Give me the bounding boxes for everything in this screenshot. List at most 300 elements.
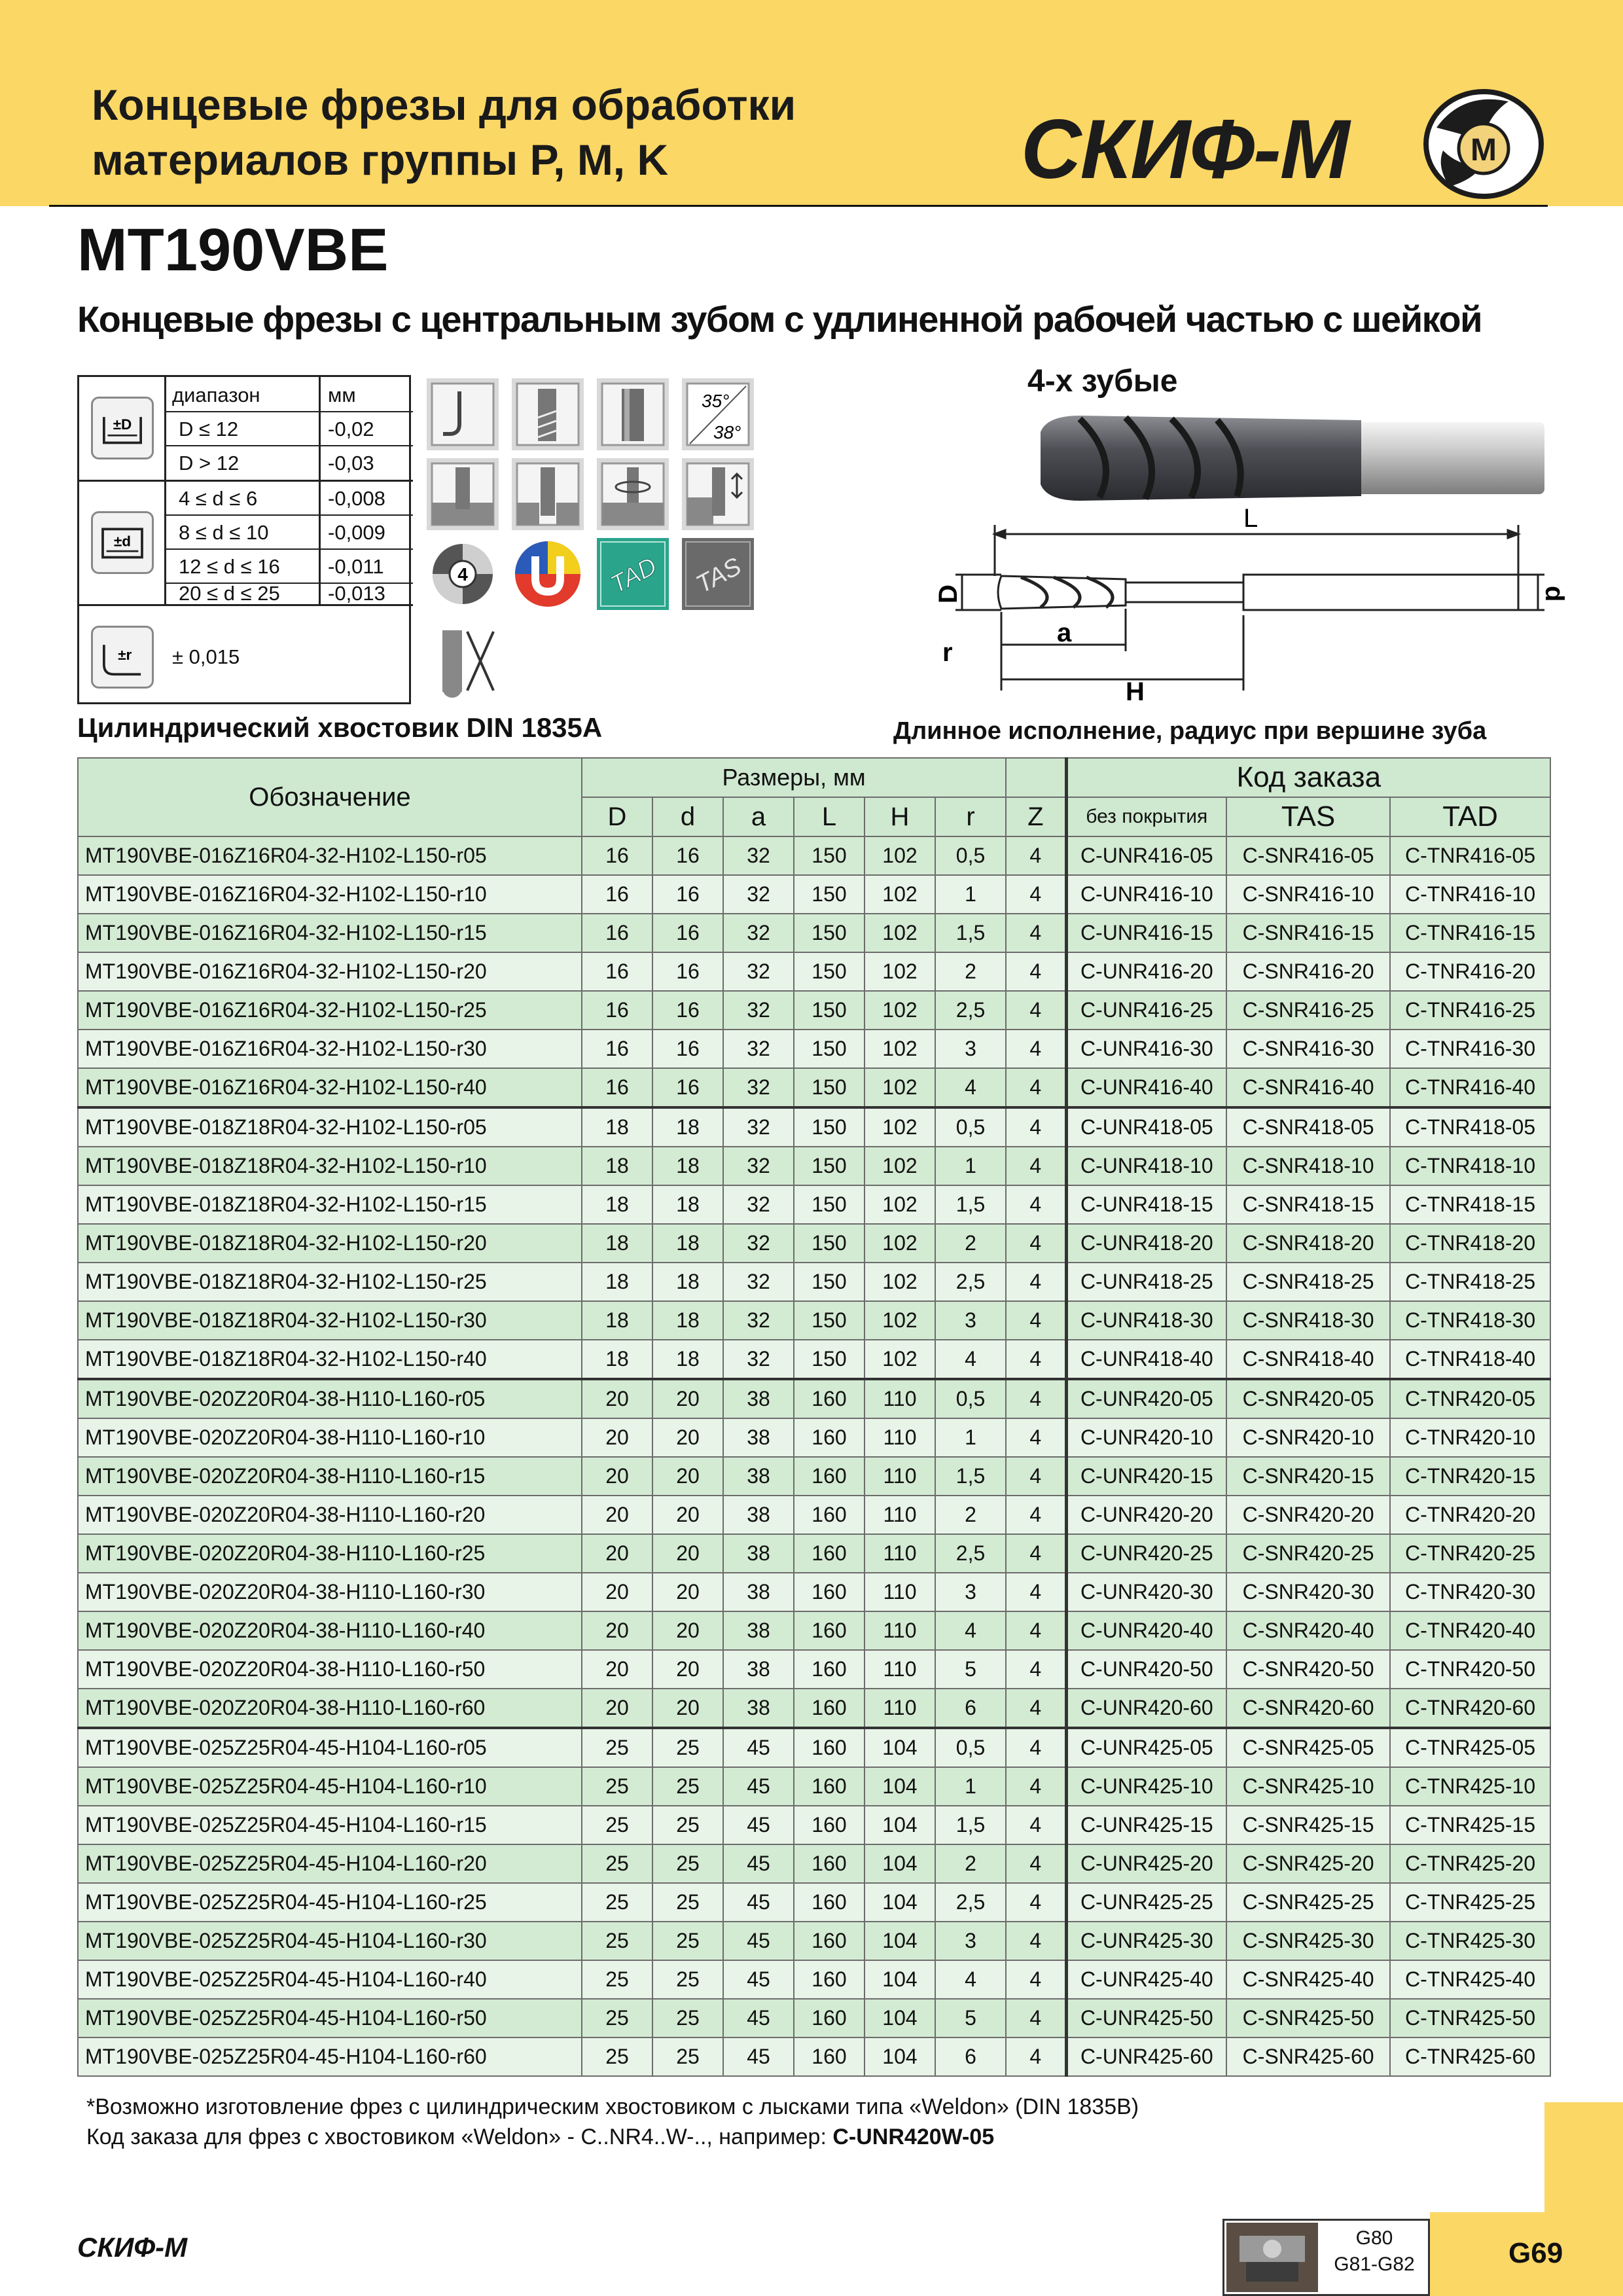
cell-dimension: 0,5	[935, 1379, 1006, 1418]
cell-designation: MT190VBE-025Z25R04-45-H104-L160-r40	[78, 1960, 582, 1999]
cell-order-code: C-SNR420-05	[1226, 1379, 1390, 1418]
table-row	[78, 1263, 1550, 1301]
title-line-2: материалов группы P, M, K	[92, 135, 669, 184]
cell-designation: MT190VBE-016Z16R04-32-H102-L150-r10	[78, 875, 582, 914]
cell-dimension: 4	[1006, 1922, 1066, 1960]
cell-order-code: C-SNR418-30	[1226, 1301, 1390, 1340]
cell-dimension: 45	[723, 1999, 794, 2037]
cell-dimension: 6	[935, 1689, 1006, 1728]
cross-reference-pages[interactable]	[1322, 2225, 1427, 2278]
cell-dimension: 4	[1006, 1689, 1066, 1728]
cell-order-code: C-TNR420-25	[1390, 1534, 1550, 1573]
cell-designation: MT190VBE-020Z20R04-38-H110-L160-r10	[78, 1418, 582, 1457]
cell-order-code: C-TNR425-50	[1390, 1999, 1550, 2037]
cell-dimension: 16	[652, 1030, 723, 1068]
cell-dimension: 160	[794, 1922, 865, 1960]
cell-dimension: 1,5	[935, 1185, 1006, 1224]
cell-designation: MT190VBE-025Z25R04-45-H104-L160-r20	[78, 1844, 582, 1883]
cell-dimension: 110	[865, 1418, 935, 1457]
col-tas: TAS	[1226, 797, 1390, 836]
cell-designation: MT190VBE-018Z18R04-32-H102-L150-r10	[78, 1147, 582, 1185]
cell-dimension: 2,5	[935, 1263, 1006, 1301]
brand-badge-letter: M	[1471, 133, 1497, 168]
cell-dimension: 150	[794, 1301, 865, 1340]
table-row	[78, 1806, 1550, 1844]
cell-designation: MT190VBE-016Z16R04-32-H102-L150-r15	[78, 914, 582, 952]
dim-L: L	[1243, 504, 1258, 533]
cell-dimension: 18	[652, 1147, 723, 1185]
cell-dimension: 16	[582, 875, 652, 914]
table-row	[78, 1922, 1550, 1960]
product-table	[77, 757, 1550, 2077]
cell-order-code: C-SNR425-40	[1226, 1960, 1390, 1999]
cell-dimension: 4	[1006, 1883, 1066, 1922]
cell-dimension: 4	[1006, 1960, 1066, 1999]
cell-dimension: 102	[865, 1068, 935, 1107]
cell-dimension: 25	[582, 1767, 652, 1806]
cell-order-code: C-SNR425-05	[1226, 1728, 1390, 1767]
cell-dimension: 25	[582, 2037, 652, 2076]
cell-order-code: C-UNR418-30	[1066, 1301, 1226, 1340]
cell-order-code: C-SNR418-20	[1226, 1224, 1390, 1263]
cell-dimension: 102	[865, 1030, 935, 1068]
cell-dimension: 32	[723, 1301, 794, 1340]
cell-order-code: C-SNR425-15	[1226, 1806, 1390, 1844]
tol-d-range-1: 4 ≤ d ≤ 6	[179, 487, 258, 510]
cell-dimension: 4	[1006, 1806, 1066, 1844]
cell-dimension: 150	[794, 991, 865, 1030]
cell-order-code: C-UNR425-15	[1066, 1806, 1226, 1844]
tol-d-range-4: 20 ≤ d ≤ 25	[179, 582, 280, 605]
cell-order-code: C-TNR420-60	[1390, 1689, 1550, 1728]
table-row	[78, 1340, 1550, 1379]
cell-designation: MT190VBE-025Z25R04-45-H104-L160-r15	[78, 1806, 582, 1844]
cell-designation: MT190VBE-025Z25R04-45-H104-L160-r05	[78, 1728, 582, 1767]
cell-dimension: 2	[935, 1844, 1006, 1883]
tol-D-value-1: -0,02	[328, 418, 374, 440]
cell-order-code: C-TNR418-20	[1390, 1224, 1550, 1263]
cell-dimension: 16	[652, 1068, 723, 1107]
cell-dimension: 32	[723, 1147, 794, 1185]
cell-dimension: 160	[794, 1689, 865, 1728]
cell-dimension: 25	[652, 1767, 723, 1806]
cell-dimension: 38	[723, 1379, 794, 1418]
cell-order-code: C-SNR420-60	[1226, 1689, 1390, 1728]
coating-tad-label: TAD	[606, 552, 662, 600]
shank-cylinder-icon	[597, 378, 669, 450]
cell-dimension: 4	[1006, 1534, 1066, 1573]
cell-dimension: 25	[582, 1806, 652, 1844]
footnote-example: C-UNR420W-05	[832, 2125, 995, 2149]
cell-order-code: C-TNR425-05	[1390, 1728, 1550, 1767]
cell-dimension: 110	[865, 1379, 935, 1418]
page-number: G69	[1508, 2237, 1563, 2269]
cell-dimension: 102	[865, 952, 935, 991]
cell-dimension: 102	[865, 1263, 935, 1301]
cell-dimension: 32	[723, 1107, 794, 1147]
cell-designation: MT190VBE-025Z25R04-45-H104-L160-r50	[78, 1999, 582, 2037]
table-row	[78, 952, 1550, 991]
cell-dimension: 102	[865, 1107, 935, 1147]
cell-dimension: 104	[865, 1728, 935, 1767]
cell-order-code: C-UNR418-25	[1066, 1263, 1226, 1301]
brand-logo-text: СКИФ-М	[1021, 103, 1349, 196]
col-order-code: Код заказа	[1066, 758, 1550, 797]
cell-dimension: 20	[582, 1457, 652, 1496]
dim-D: D	[934, 584, 963, 603]
cell-order-code: C-TNR416-05	[1390, 836, 1550, 875]
cell-dimension: 45	[723, 1960, 794, 1999]
cell-dimension: 38	[723, 1534, 794, 1573]
cell-order-code: C-UNR416-40	[1066, 1068, 1226, 1107]
cell-order-code: C-TNR416-15	[1390, 914, 1550, 952]
cell-dimension: 16	[652, 952, 723, 991]
cell-dimension: 2	[935, 1224, 1006, 1263]
cell-dimension: 20	[582, 1650, 652, 1689]
cell-dimension: 20	[582, 1573, 652, 1611]
cell-designation: MT190VBE-016Z16R04-32-H102-L150-r40	[78, 1068, 582, 1107]
cell-dimension: 38	[723, 1611, 794, 1650]
cell-order-code: C-SNR416-30	[1226, 1030, 1390, 1068]
cell-order-code: C-SNR416-20	[1226, 952, 1390, 991]
cell-dimension: 20	[582, 1689, 652, 1728]
cell-dimension: 45	[723, 1844, 794, 1883]
cell-dimension: 4	[1006, 1844, 1066, 1883]
col-H: H	[865, 797, 935, 836]
teeth-count-label: 4-х зубые	[1027, 364, 1178, 399]
table-row	[78, 875, 1550, 914]
cell-designation: MT190VBE-025Z25R04-45-H104-L160-r60	[78, 2037, 582, 2076]
D-tolerance-icon	[91, 397, 154, 459]
cell-order-code: C-UNR420-30	[1066, 1573, 1226, 1611]
cell-dimension: 3	[935, 1573, 1006, 1611]
cell-dimension: 0,5	[935, 1728, 1006, 1767]
cell-dimension: 4	[1006, 1728, 1066, 1767]
cell-dimension: 20	[582, 1534, 652, 1573]
cell-dimension: 20	[652, 1611, 723, 1650]
tol-col-range: диапазон	[172, 384, 260, 406]
cell-order-code: C-TNR416-25	[1390, 991, 1550, 1030]
table-row	[78, 1030, 1550, 1068]
table-row	[78, 1767, 1550, 1806]
title-line-1: Концевые фрезы для обработки	[92, 81, 796, 129]
table-row	[78, 1960, 1550, 1999]
cell-dimension: 102	[865, 836, 935, 875]
table-row	[78, 1534, 1550, 1573]
cell-dimension: 20	[582, 1379, 652, 1418]
coating-tas-label: TAS	[692, 552, 746, 599]
cell-dimension: 150	[794, 1185, 865, 1224]
cell-dimension: 20	[652, 1534, 723, 1573]
cell-dimension: 25	[582, 1960, 652, 1999]
cell-dimension: 4	[1006, 1418, 1066, 1457]
cell-order-code: C-UNR418-10	[1066, 1147, 1226, 1185]
cell-designation: MT190VBE-018Z18R04-32-H102-L150-r05	[78, 1107, 582, 1147]
cell-dimension: 4	[1006, 914, 1066, 952]
cell-dimension: 5	[935, 1650, 1006, 1689]
page-title	[92, 77, 1008, 187]
cell-dimension: 160	[794, 2037, 865, 2076]
helix-angle-2: 38°	[713, 422, 741, 442]
cell-dimension: 25	[582, 1844, 652, 1883]
svg-text:±r: ±r	[118, 646, 132, 663]
cell-order-code: C-SNR416-25	[1226, 991, 1390, 1030]
cell-designation: MT190VBE-025Z25R04-45-H104-L160-r10	[78, 1767, 582, 1806]
table-row	[78, 1999, 1550, 2037]
end-mill-photo	[1021, 406, 1544, 504]
cell-dimension: 160	[794, 1883, 865, 1922]
cell-dimension: 4	[1006, 1340, 1066, 1379]
cell-designation: MT190VBE-020Z20R04-38-H110-L160-r05	[78, 1379, 582, 1418]
col-d: d	[652, 797, 723, 836]
cell-order-code: C-UNR425-40	[1066, 1960, 1226, 1999]
table-row	[78, 1224, 1550, 1263]
cell-order-code: C-UNR420-40	[1066, 1611, 1226, 1650]
shank-profile-icon	[427, 378, 499, 450]
cell-dimension: 18	[582, 1301, 652, 1340]
cell-dimension: 4	[1006, 1496, 1066, 1534]
cell-dimension: 104	[865, 1883, 935, 1922]
cell-order-code: C-UNR416-05	[1066, 836, 1226, 875]
cell-designation: MT190VBE-020Z20R04-38-H110-L160-r50	[78, 1650, 582, 1689]
cell-dimension: 160	[794, 1960, 865, 1999]
cell-dimension: 18	[582, 1147, 652, 1185]
cell-dimension: 25	[652, 1922, 723, 1960]
tol-d-value-2: -0,009	[328, 521, 385, 544]
cell-dimension: 4	[1006, 1650, 1066, 1689]
cell-dimension: 102	[865, 1147, 935, 1185]
flute-count: 4	[457, 564, 468, 584]
cell-order-code: C-TNR418-15	[1390, 1185, 1550, 1224]
cell-order-code: C-TNR418-30	[1390, 1301, 1550, 1340]
cell-dimension: 102	[865, 991, 935, 1030]
cell-order-code: C-SNR418-10	[1226, 1147, 1390, 1185]
tol-d-value-3: -0,011	[328, 555, 384, 578]
cell-order-code: C-SNR418-05	[1226, 1107, 1390, 1147]
cell-order-code: C-SNR420-50	[1226, 1650, 1390, 1689]
cell-order-code: C-TNR425-10	[1390, 1767, 1550, 1806]
cell-dimension: 38	[723, 1418, 794, 1457]
cell-dimension: 160	[794, 1379, 865, 1418]
cell-order-code: C-UNR425-05	[1066, 1728, 1226, 1767]
cell-order-code: C-TNR416-20	[1390, 952, 1550, 991]
cell-dimension: 1	[935, 875, 1006, 914]
cell-designation: MT190VBE-020Z20R04-38-H110-L160-r40	[78, 1611, 582, 1650]
cell-dimension: 25	[652, 1960, 723, 1999]
dim-r: r	[942, 638, 953, 667]
cell-dimension: 25	[582, 1999, 652, 2037]
cell-dimension: 2	[935, 1496, 1006, 1534]
cell-dimension: 4	[1006, 1263, 1066, 1301]
cell-order-code: C-UNR425-60	[1066, 2037, 1226, 2076]
cell-dimension: 32	[723, 1340, 794, 1379]
end-mill-long-icon	[512, 378, 584, 450]
cell-designation: MT190VBE-020Z20R04-38-H110-L160-r15	[78, 1457, 582, 1496]
table-row	[78, 1611, 1550, 1650]
cell-dimension: 2	[935, 952, 1006, 991]
cell-order-code: C-SNR420-40	[1226, 1611, 1390, 1650]
cell-dimension: 4	[1006, 1107, 1066, 1147]
cell-dimension: 150	[794, 836, 865, 875]
cell-dimension: 1	[935, 1767, 1006, 1806]
cell-order-code: C-UNR416-10	[1066, 875, 1226, 914]
cell-order-code: C-UNR425-50	[1066, 1999, 1226, 2037]
col-D: D	[582, 797, 652, 836]
cell-order-code: C-UNR418-40	[1066, 1340, 1226, 1379]
cell-order-code: C-SNR425-25	[1226, 1883, 1390, 1922]
cell-designation: MT190VBE-025Z25R04-45-H104-L160-r25	[78, 1883, 582, 1922]
dim-d: d	[1540, 586, 1569, 602]
table-row	[78, 1883, 1550, 1922]
cell-dimension: 4	[935, 1960, 1006, 1999]
cell-order-code: C-TNR425-30	[1390, 1922, 1550, 1960]
table-body	[78, 836, 1550, 2076]
table-row	[78, 1418, 1550, 1457]
cell-designation: MT190VBE-020Z20R04-38-H110-L160-r20	[78, 1496, 582, 1534]
cell-order-code: C-UNR425-10	[1066, 1767, 1226, 1806]
cell-dimension: 25	[652, 1883, 723, 1922]
cell-dimension: 4	[1006, 1767, 1066, 1806]
cell-dimension: 2,5	[935, 991, 1006, 1030]
cell-dimension: 104	[865, 1844, 935, 1883]
cell-dimension: 4	[1006, 1030, 1066, 1068]
cell-order-code: C-SNR418-25	[1226, 1263, 1390, 1301]
cell-dimension: 4	[1006, 836, 1066, 875]
cell-dimension: 160	[794, 1534, 865, 1573]
cell-order-code: C-SNR420-10	[1226, 1418, 1390, 1457]
cell-order-code: C-TNR425-15	[1390, 1806, 1550, 1844]
cell-dimension: 20	[582, 1418, 652, 1457]
cell-dimension: 102	[865, 875, 935, 914]
product-subtitle: Концевые фрезы с центральным зубом с удлиненной рабочей частью с шейкой	[77, 298, 1482, 340]
tol-d-range-2: 8 ≤ d ≤ 10	[179, 521, 269, 544]
cell-dimension: 3	[935, 1030, 1006, 1068]
cell-dimension: 16	[652, 875, 723, 914]
cell-dimension: 104	[865, 1960, 935, 1999]
cell-dimension: 0,5	[935, 836, 1006, 875]
footnote-line-2: Код заказа для фрез с хвостовиком «Weldon» - C..NR4..W-.., например: C-UNR420W-05	[86, 2125, 995, 2149]
cell-designation: MT190VBE-016Z16R04-32-H102-L150-r05	[78, 836, 582, 875]
cell-order-code: C-TNR420-05	[1390, 1379, 1550, 1418]
cell-dimension: 104	[865, 1767, 935, 1806]
coating-tas-icon	[682, 538, 754, 610]
cell-dimension: 150	[794, 1224, 865, 1263]
d-tolerance-icon	[91, 511, 154, 574]
not-for-drilling-icon	[427, 625, 499, 697]
table-row	[78, 1185, 1550, 1224]
r-tolerance-icon	[91, 626, 154, 689]
cell-designation: MT190VBE-016Z16R04-32-H102-L150-r30	[78, 1030, 582, 1068]
cell-dimension: 25	[652, 1806, 723, 1844]
cell-dimension: 18	[582, 1263, 652, 1301]
cell-dimension: 32	[723, 836, 794, 875]
cell-dimension: 20	[582, 1496, 652, 1534]
cell-order-code: C-SNR425-30	[1226, 1922, 1390, 1960]
cell-order-code: C-TNR420-50	[1390, 1650, 1550, 1689]
cell-dimension: 110	[865, 1457, 935, 1496]
cell-order-code: C-SNR418-15	[1226, 1185, 1390, 1224]
cell-order-code: C-TNR420-40	[1390, 1611, 1550, 1650]
cell-dimension: 18	[582, 1224, 652, 1263]
cell-dimension: 160	[794, 1806, 865, 1844]
cell-dimension: 102	[865, 1340, 935, 1379]
cell-dimension: 4	[1006, 1457, 1066, 1496]
svg-text:±d: ±d	[113, 533, 132, 550]
helix-angle-icon	[682, 378, 754, 450]
table-row	[78, 1496, 1550, 1534]
cell-order-code: C-UNR418-20	[1066, 1224, 1226, 1263]
xref-line-1: G80	[1355, 2227, 1393, 2249]
header-rule	[49, 205, 1548, 207]
cell-dimension: 38	[723, 1573, 794, 1611]
cell-order-code: C-UNR420-15	[1066, 1457, 1226, 1496]
cell-order-code: C-TNR418-05	[1390, 1107, 1550, 1147]
cell-dimension: 0,5	[935, 1107, 1006, 1147]
cell-dimension: 45	[723, 1767, 794, 1806]
cell-dimension: 4	[1006, 1379, 1066, 1418]
footnote-line-1: *Возможно изготовление фрез с цилиндрическим хвостовиком с лысками типа «Weldon» (DIN 1835B)	[86, 2094, 1139, 2119]
cell-dimension: 150	[794, 1340, 865, 1379]
cell-dimension: 25	[652, 1999, 723, 2037]
table-row	[78, 1689, 1550, 1728]
cell-dimension: 45	[723, 1922, 794, 1960]
cell-designation: MT190VBE-018Z18R04-32-H102-L150-r15	[78, 1185, 582, 1224]
table-row	[78, 2037, 1550, 2076]
four-flute-icon	[427, 538, 499, 610]
cell-designation: MT190VBE-020Z20R04-38-H110-L160-r25	[78, 1534, 582, 1573]
cell-dimension: 16	[582, 952, 652, 991]
cell-dimension: 18	[652, 1301, 723, 1340]
table-row	[78, 1068, 1550, 1107]
cell-order-code: C-UNR420-50	[1066, 1650, 1226, 1689]
cell-dimension: 4	[1006, 1611, 1066, 1650]
tol-d-range-3: 12 ≤ d ≤ 16	[179, 555, 280, 578]
cell-order-code: C-SNR420-30	[1226, 1573, 1390, 1611]
cell-dimension: 1,5	[935, 914, 1006, 952]
tol-d-value-1: -0,008	[328, 487, 385, 510]
cell-dimension: 18	[582, 1107, 652, 1147]
cell-dimension: 160	[794, 1496, 865, 1534]
cell-order-code: C-SNR425-20	[1226, 1844, 1390, 1883]
cell-order-code: C-TNR420-20	[1390, 1496, 1550, 1534]
cell-order-code: C-SNR416-10	[1226, 875, 1390, 914]
col-L: L	[794, 797, 865, 836]
cell-dimension: 150	[794, 952, 865, 991]
cell-dimension: 32	[723, 1263, 794, 1301]
cell-dimension: 18	[652, 1224, 723, 1263]
cell-dimension: 160	[794, 1844, 865, 1883]
cell-dimension: 32	[723, 952, 794, 991]
cell-dimension: 18	[652, 1263, 723, 1301]
footnote	[86, 2092, 1139, 2152]
cell-order-code: C-UNR425-30	[1066, 1922, 1226, 1960]
cell-order-code: C-SNR416-15	[1226, 914, 1390, 952]
cell-designation: MT190VBE-025Z25R04-45-H104-L160-r30	[78, 1922, 582, 1960]
table-row	[78, 1379, 1550, 1418]
ramping-icon	[597, 458, 669, 530]
cell-order-code: C-UNR420-05	[1066, 1379, 1226, 1418]
cell-dimension: 18	[652, 1185, 723, 1224]
dim-a: a	[1057, 619, 1072, 647]
end-mill-drawing	[929, 504, 1569, 707]
cell-dimension: 20	[652, 1418, 723, 1457]
cell-dimension: 4	[935, 1068, 1006, 1107]
cell-dimension: 38	[723, 1457, 794, 1496]
cell-designation: MT190VBE-020Z20R04-38-H110-L160-r30	[78, 1573, 582, 1611]
cell-dimension: 38	[723, 1496, 794, 1534]
cell-dimension: 160	[794, 1457, 865, 1496]
cell-dimension: 20	[582, 1611, 652, 1650]
